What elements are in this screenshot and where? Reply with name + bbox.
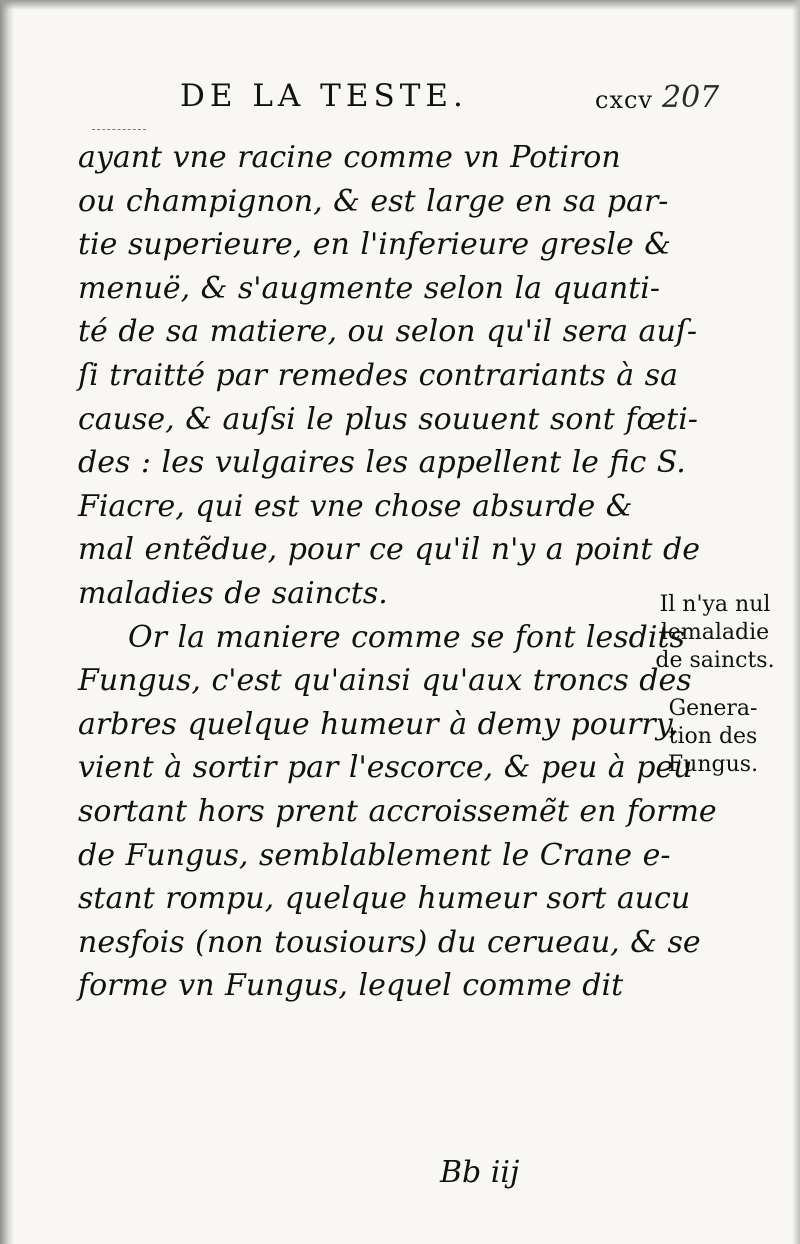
text-line: ſi traitté par remedes contrariants à sa xyxy=(78,357,678,393)
text-line: des : les vulgaires les appellent le fic S. xyxy=(78,445,686,481)
running-header: DE LA TESTE. xyxy=(180,78,468,114)
text-line: forme vn Fungus, lequel comme dit xyxy=(78,968,624,1004)
margin-note-saints xyxy=(650,591,780,675)
text-line: arbres quelque humeur à demy pourry, xyxy=(78,706,679,742)
margin-note-line: tion des xyxy=(668,724,758,749)
page-edge-right xyxy=(792,0,800,1244)
margin-note-fungus xyxy=(652,695,774,779)
text-line: ou champignon, & est large en sa par- xyxy=(78,183,669,219)
text-line: tie superieure, en l'inferieure gresle & xyxy=(78,227,671,263)
text-line: sortant hors prent accroissemẽt en forme xyxy=(78,793,717,829)
text-line: Fiacre, qui est vne chose absurde & xyxy=(78,488,633,524)
margin-note-line: Il n'ya nul xyxy=(659,592,771,617)
text-line: mal entẽdue, pour ce qu'il n'y a point de xyxy=(78,532,700,568)
page-edge-top xyxy=(0,0,800,10)
text-line: de Fungus, semblablement le Crane e- xyxy=(78,837,671,873)
text-line: maladies de saincts. xyxy=(78,575,388,611)
handwritten-page-number: 207 xyxy=(662,80,720,115)
text-line: vient à sortir par l'escorce, & peu à peu xyxy=(78,750,693,786)
margin-note-line: Genera- xyxy=(668,696,758,721)
page-edge-left xyxy=(0,0,14,1244)
text-line: menuë, & s'augmente selon la quanti- xyxy=(78,270,661,306)
text-line: ayant vne racine comme vn Potiron xyxy=(78,140,621,175)
margin-note-line: lemaladie xyxy=(660,620,770,645)
margin-note-line: Fungus. xyxy=(667,752,759,777)
paragraph-start-line: Or la maniere comme se font lesdits xyxy=(128,619,685,655)
text-line: nesfois (non tousiours) du cerueau, & se xyxy=(78,924,701,960)
text-line: té de sa matiere, ou selon qu'il sera auſ- xyxy=(78,314,698,350)
folio-number: cxcv xyxy=(595,86,653,114)
text-line: Fungus, c'est qu'ainsi qu'aux troncs des xyxy=(78,663,692,699)
margin-note-line: de saincts. xyxy=(655,648,775,673)
text-line: stant rompu, quelque humeur sort aucu xyxy=(78,881,691,917)
header-rule xyxy=(92,129,146,130)
text-line: cause, & auſsi le plus souuent sont fœti- xyxy=(78,401,698,437)
signature-mark: Bb iij xyxy=(440,1155,520,1190)
